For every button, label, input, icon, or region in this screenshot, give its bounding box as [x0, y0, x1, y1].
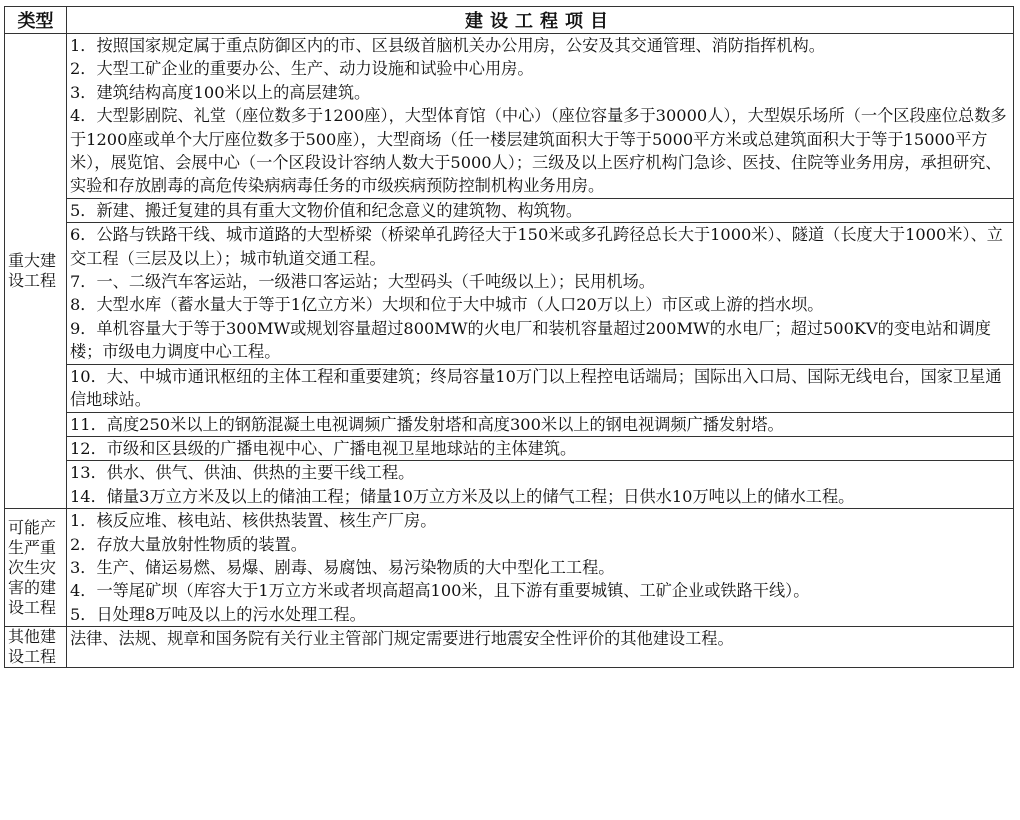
project-item: 9．单机容量大于等于300MW或规划容量超过800MW的火电厂和装机容量超过200MW的水电厂；超过500KV的变电站和调度楼；市级电力调度中心工程。 [70, 318, 991, 362]
project-item: 4．大型影剧院、礼堂（座位数多于1200座），大型体育馆（中心）（座位容量多于30000人），大型娱乐场所（一个区段座位总数多于1200座或单个大厅座位数多于500座），大型商场（任一楼层建筑面积大于等于5000平方米或总建筑面积大于等于15000平方米），展览馆、会展中心（一个区段设计容纳人数大于5000人）；三级及以上医疗机构门急诊、医技、住院等业务用房，承担研究、实验和存放剧毒的高危传染病病毒任务的市级疾病预防控制机构业务用房。 [70, 106, 1007, 196]
project-item: 12．市级和区县级的广播电视中心、广播电视卫星地球站的主体建筑。 [70, 438, 577, 458]
project-items-cell [67, 627, 1014, 668]
table-row [5, 461, 1014, 509]
project-item: 13．供水、供气、供油、供热的主要干线工程。 [70, 463, 415, 483]
project-table-sheet [4, 6, 1014, 668]
project-item: 3．生产、储运易燃、易爆、剧毒、易腐蚀、易污染物质的大中型化工工程。 [70, 557, 615, 577]
header-type: 类型 [5, 7, 67, 34]
category-cell: 重大建设工程 [5, 34, 67, 509]
table-row [5, 509, 1014, 627]
table-row [5, 223, 1014, 364]
table-row [5, 34, 1014, 199]
table-body [5, 34, 1014, 668]
project-items-cell [67, 509, 1014, 627]
header-project: 建设工程项目 [67, 7, 1014, 34]
category-cell: 其他建设工程 [5, 627, 67, 668]
project-item: 2．存放大量放射性物质的装置。 [70, 534, 307, 554]
project-items-cell [67, 436, 1014, 460]
table-row [5, 198, 1014, 222]
table-row [5, 412, 1014, 436]
table-row [5, 364, 1014, 412]
project-item: 1．按照国家规定属于重点防御区内的市、区县级首脑机关办公用房，公安及其交通管理、消防指挥机构。 [70, 36, 825, 55]
project-item: 5．新建、搬迁复建的具有重大文物价值和纪念意义的建筑物、构筑物。 [70, 200, 583, 220]
table-header-row [5, 7, 1014, 34]
project-items-cell [67, 198, 1014, 222]
table-row [5, 627, 1014, 668]
project-item: 1．核反应堆、核电站、核供热装置、核生产厂房。 [70, 511, 437, 531]
table-row [5, 436, 1014, 460]
project-item: 14．储量3万立方米及以上的储油工程；储量10万立方米及以上的储气工程；日供水10万吨以上的储水工程。 [70, 486, 855, 506]
project-item: 8．大型水库（蓄水量大于等于1亿立方米）大坝和位于大中城市（人口20万以上）市区或上游的挡水坝。 [70, 295, 824, 315]
project-item: 11．高度250米以上的钢筋混凝土电视调频广播发射塔和高度300米以上的钢电视调频广播发射塔。 [70, 414, 784, 434]
project-items-cell [67, 223, 1014, 364]
category-cell: 可能产生严重次生灾害的建设工程 [5, 509, 67, 627]
project-item: 7．一、二级汽车客运站，一级港口客运站；大型码头（千吨级以上）；民用机场。 [70, 272, 655, 292]
project-items-cell [67, 412, 1014, 436]
project-items-cell [67, 34, 1014, 199]
project-item: 6．公路与铁路干线、城市道路的大型桥梁（桥梁单孔跨径大于150米或多孔跨径总长大于1000米）、隧道（长度大于1000米）、立交工程（三层及以上）；城市轨道交通工程。 [70, 225, 1003, 268]
construction-project-table [4, 6, 1014, 668]
project-item: 2．大型工矿企业的重要办公、生产、动力设施和试验中心用房。 [70, 59, 534, 79]
project-item: 5．日处理8万吨及以上的污水处理工程。 [70, 604, 366, 624]
project-item: 4．一等尾矿坝（库容大于1万立方米或者坝高超高100米，且下游有重要城镇、工矿企业或铁路干线）。 [70, 581, 810, 601]
project-items-cell [67, 364, 1014, 412]
project-item: 10．大、中城市通讯枢纽的主体工程和重要建筑；终局容量10万门以上程控电话端局；国际出入口局、国际无线电台，国家卫星通信地球站。 [70, 366, 1002, 410]
project-item: 3．建筑结构高度100米以上的高层建筑。 [70, 82, 371, 102]
project-items-cell [67, 461, 1014, 509]
project-item: 法律、法规、规章和国务院有关行业主管部门规定需要进行地震安全性评价的其他建设工程。 [70, 629, 734, 649]
